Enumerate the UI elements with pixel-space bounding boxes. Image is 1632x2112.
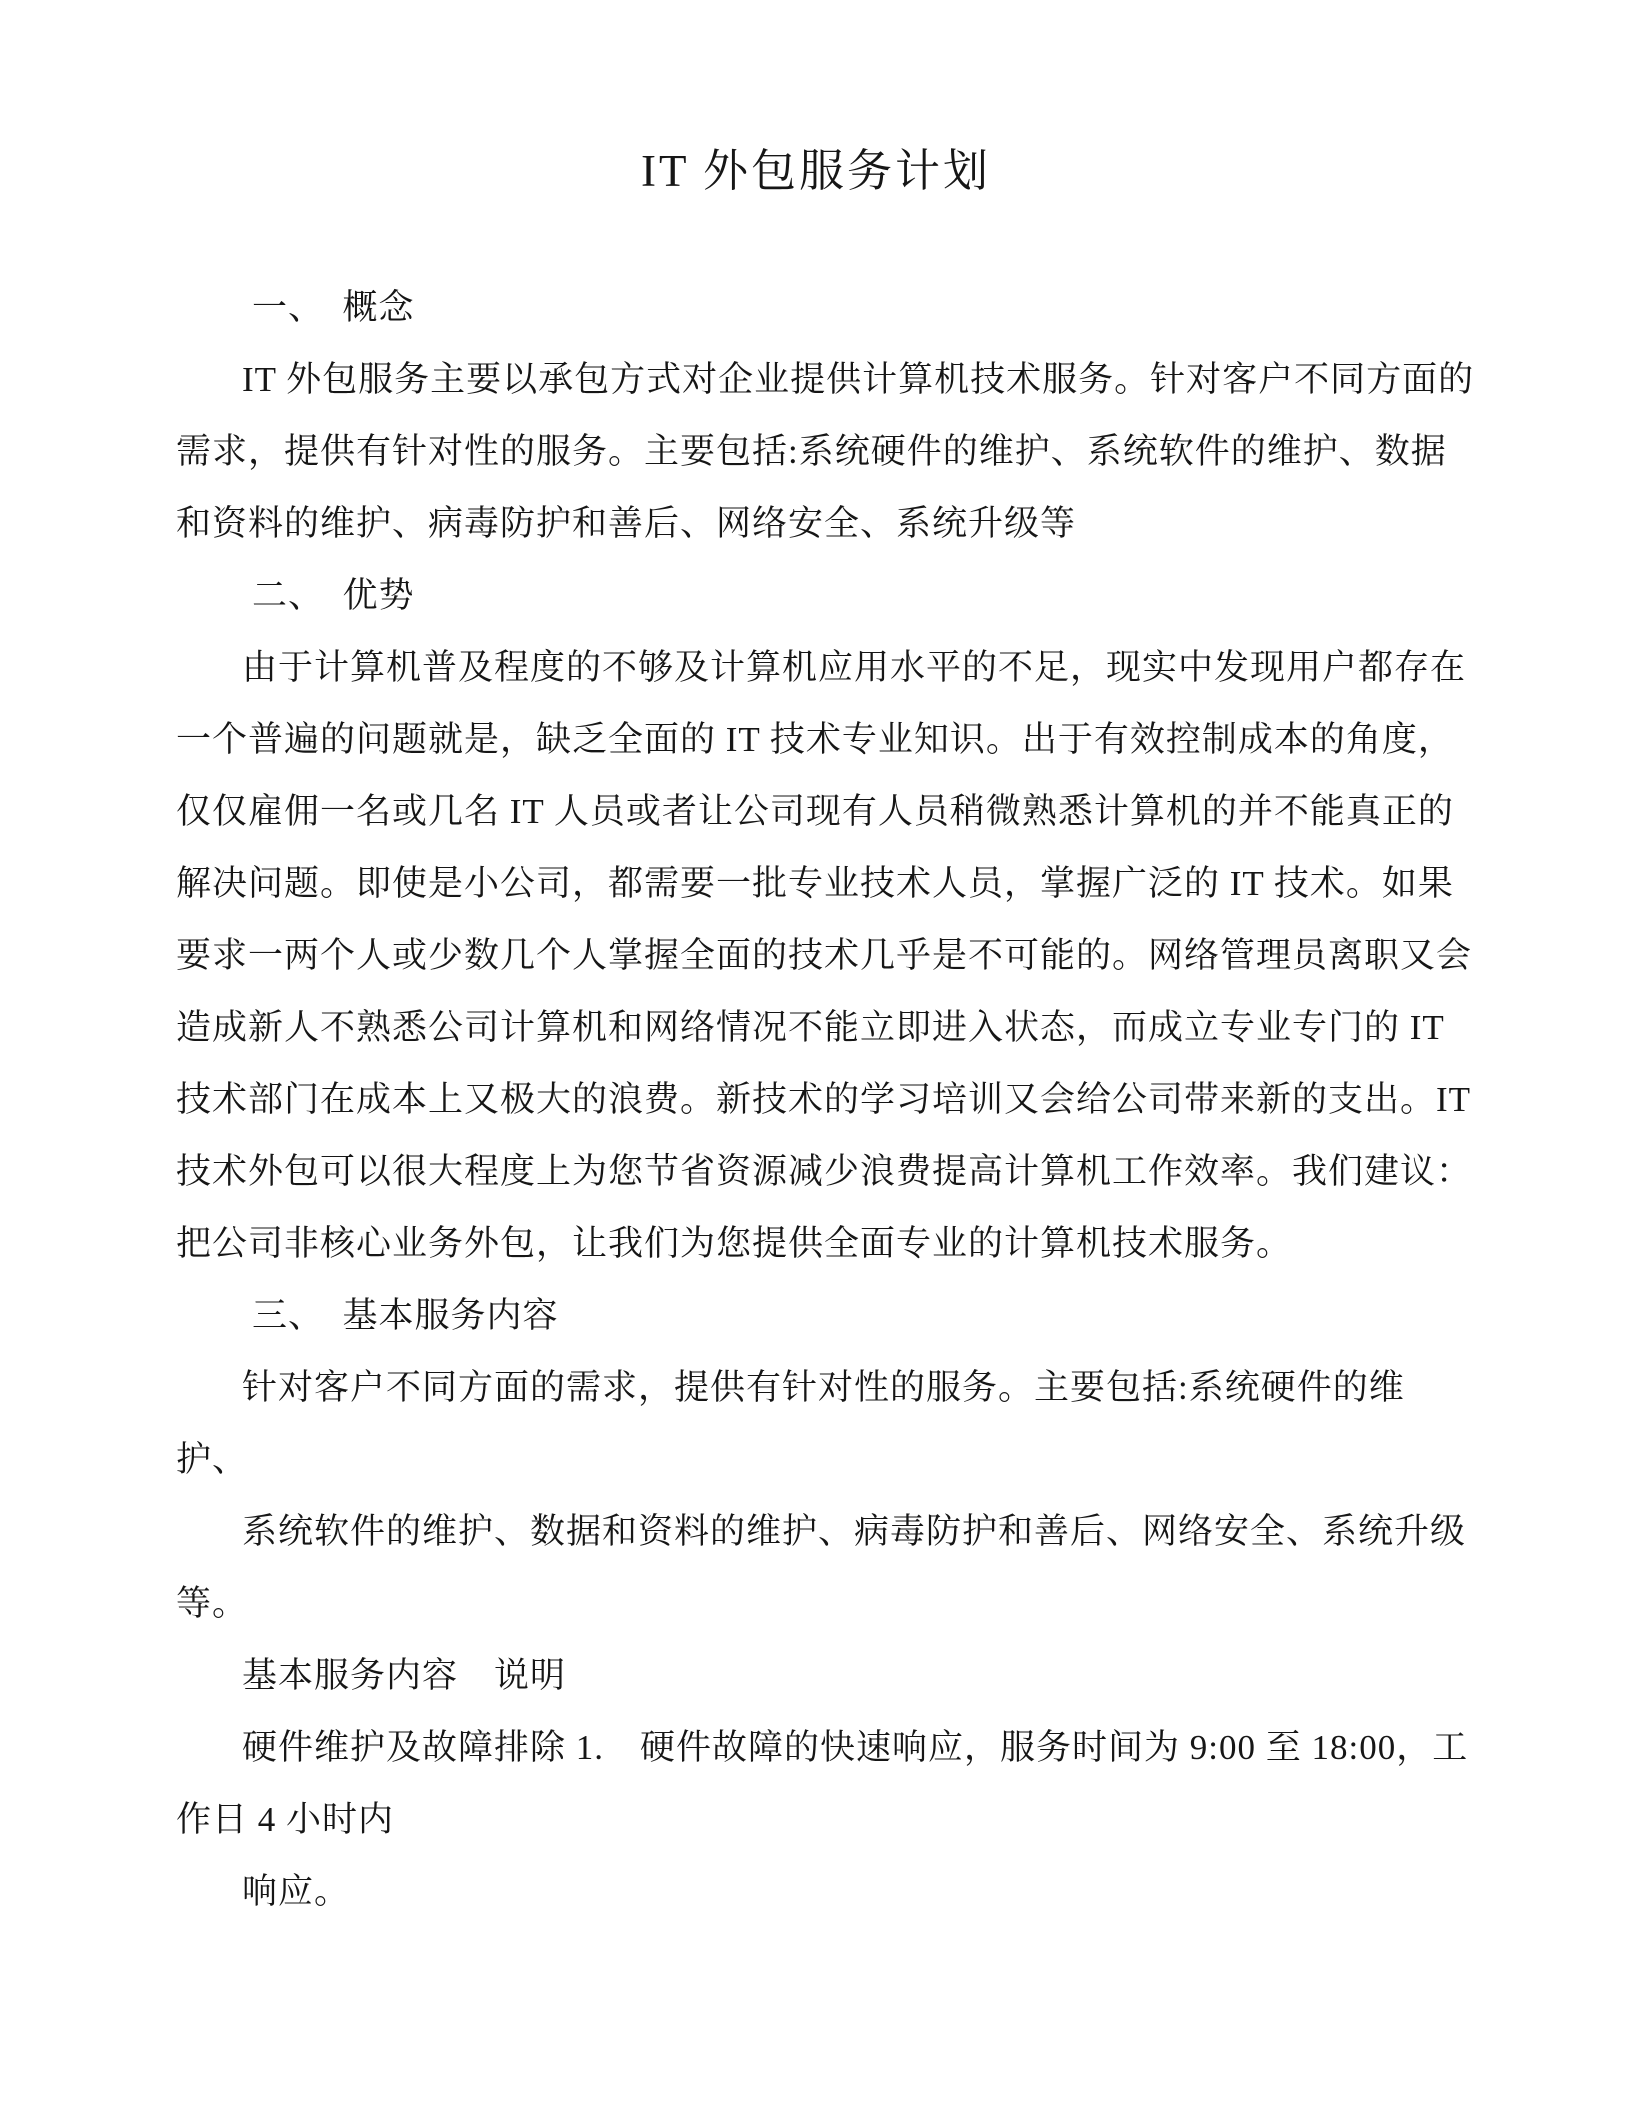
text-line: 和资料的维护、病毒防护和善后、网络安全、系统升级等 <box>176 504 1077 543</box>
subheading-line: 基本服务内容 说明 <box>242 1656 567 1695</box>
section-heading-3: 三、 基本服务内容 <box>252 1296 559 1335</box>
text-line: 护、 <box>176 1440 249 1479</box>
text-line: 系统软件的维护、数据和资料的维护、病毒防护和善后、网络安全、系统升级 <box>242 1512 1467 1551</box>
text-line: 造成新人不熟悉公司计算机和网络情况不能立即进入状态，而成立专业专门的 IT <box>176 1008 1445 1047</box>
text-line: 由于计算机普及程度的不够及计算机应用水平的不足，现实中发现用户都存在 <box>242 648 1467 687</box>
text-line: 一个普遍的问题就是，缺乏全面的 IT 技术专业知识。出于有效控制成本的角度， <box>176 720 1454 759</box>
section-heading-1: 一、 概念 <box>252 288 415 327</box>
text-line: IT 外包服务主要以承包方式对企业提供计算机技术服务。针对客户不同方面的 <box>242 360 1475 399</box>
text-line: 要求一两个人或少数几个人掌握全面的技术几乎是不可能的。网络管理员离职又会 <box>176 936 1473 975</box>
text-line: 针对客户不同方面的需求，提供有针对性的服务。主要包括:系统硬件的维 <box>242 1368 1405 1407</box>
text-line: 作日 4 小时内 <box>176 1800 395 1839</box>
text-line: 技术部门在成本上又极大的浪费。新技术的学习培训又会给公司带来新的支出。IT <box>176 1080 1472 1119</box>
text-line: 响应。 <box>242 1872 351 1911</box>
text-line: 硬件维护及故障排除 1. 硬件故障的快速响应，服务时间为 9:00 至 18:00，工 <box>242 1728 1469 1767</box>
text-line: 需求，提供有针对性的服务。主要包括:系统硬件的维护、系统软件的维护、数据 <box>176 432 1447 471</box>
document-body <box>0 272 1632 1928</box>
document-title: IT 外包服务计划 <box>641 146 991 196</box>
text-line: 等。 <box>176 1584 249 1623</box>
text-line: 把公司非核心业务外包，让我们为您提供全面专业的计算机技术服务。 <box>176 1224 1293 1263</box>
section-heading-2: 二、 优势 <box>252 576 415 615</box>
text-line: 仅仅雇佣一名或几名 IT 人员或者让公司现有人员稍微熟悉计算机的并不能真正的 <box>176 792 1454 831</box>
text-line: 解决问题。即使是小公司，都需要一批专业技术人员，掌握广泛的 IT 技术。如果 <box>176 864 1454 903</box>
text-line: 技术外包可以很大程度上为您节省资源减少浪费提高计算机工作效率。我们建议： <box>176 1152 1473 1191</box>
